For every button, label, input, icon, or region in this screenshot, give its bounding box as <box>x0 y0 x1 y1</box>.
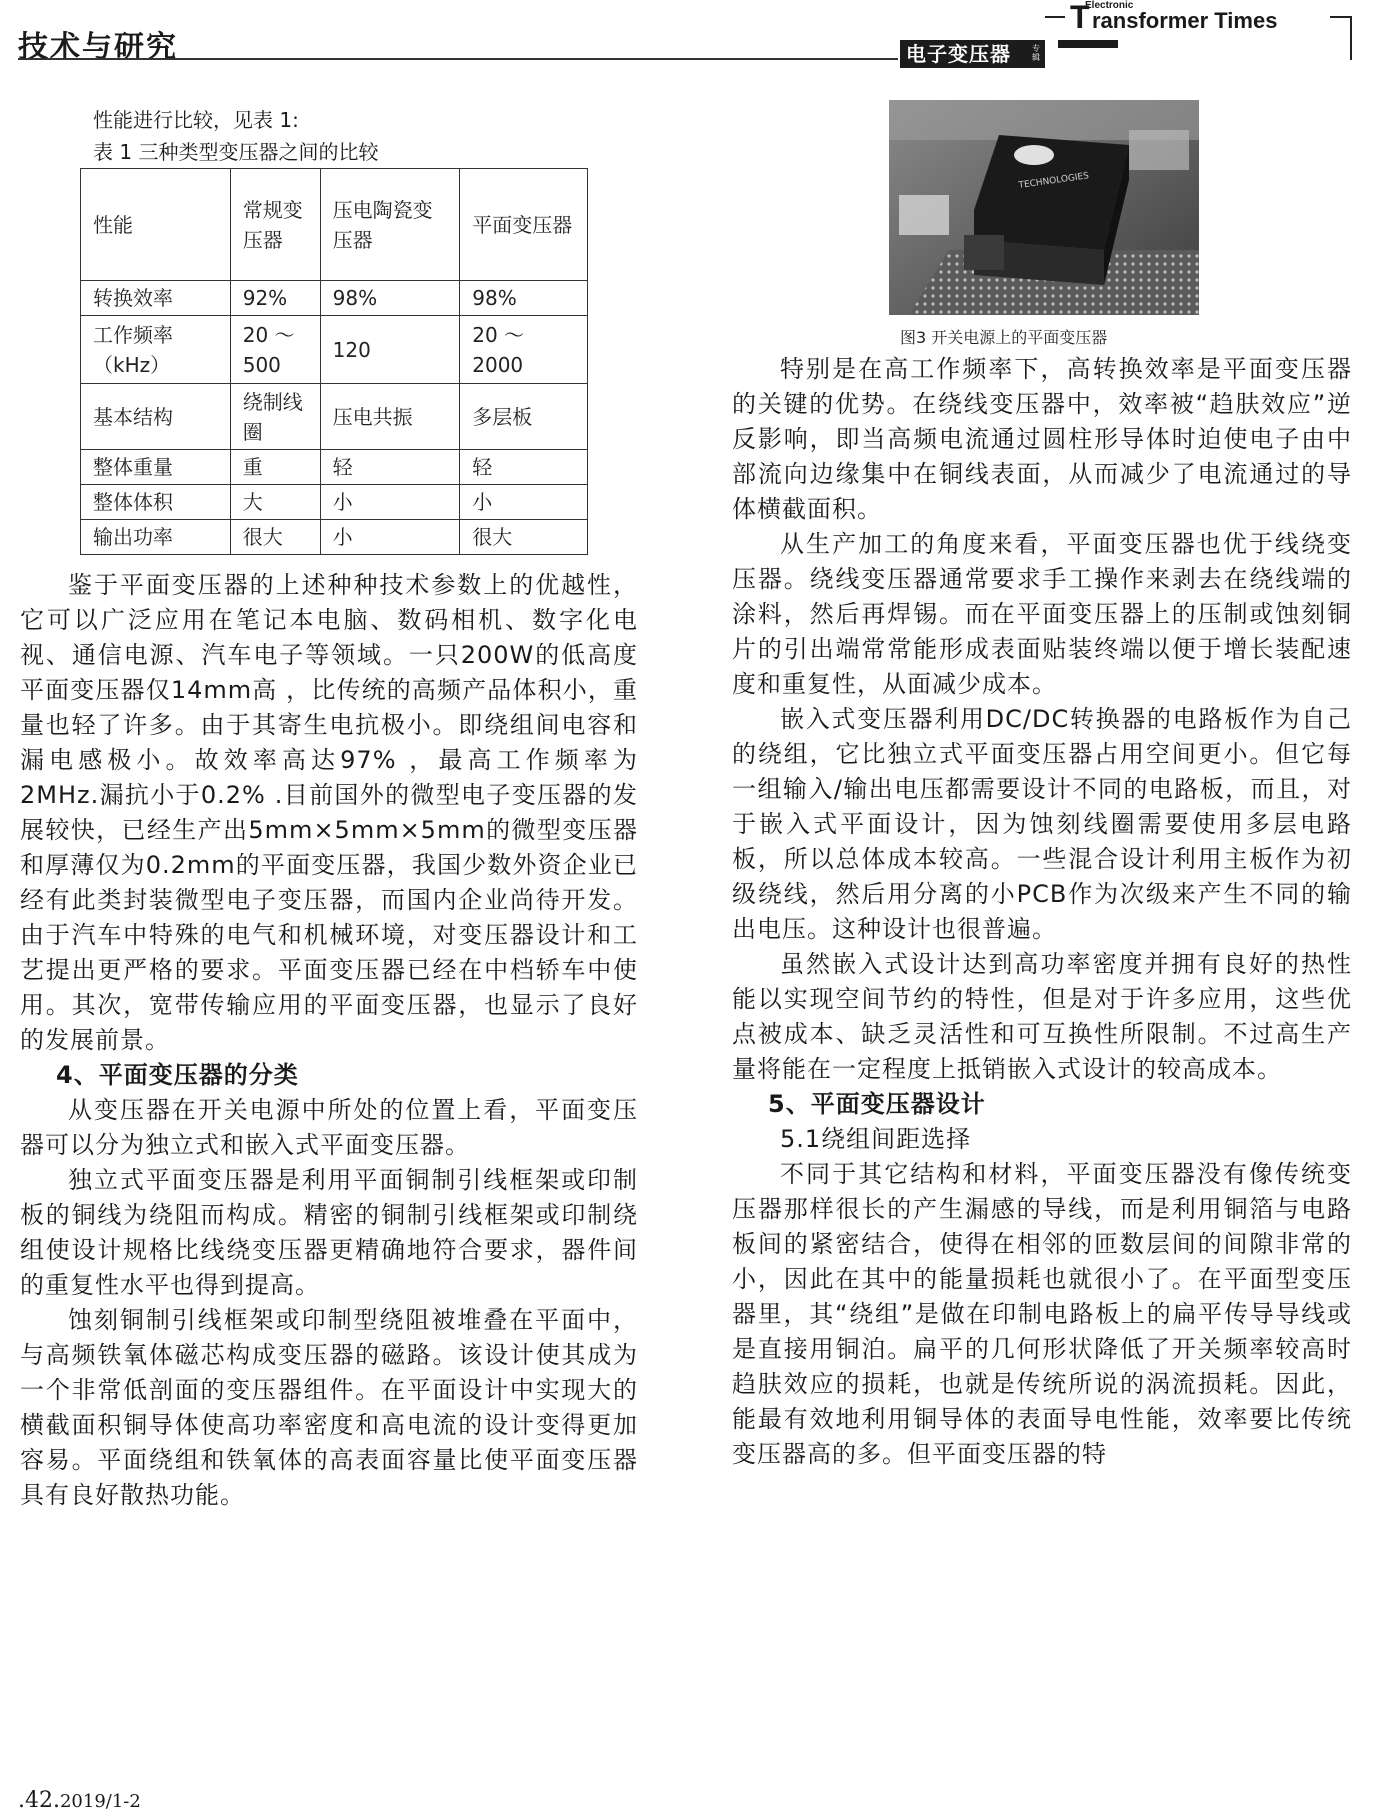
table-cell: 98% <box>460 281 588 316</box>
paragraph: 独立式平面变压器是利用平面铜制引线框架或印制板的铜线为绕阻而构成。精密的铜制引线框架或印制绕组使设计规格比线绕变压器更精确地符合要求，器件间的重复性水平也得到提高。 <box>20 1166 638 1299</box>
table-cell: 轻 <box>320 450 460 485</box>
paragraph: 从生产加工的角度来看，平面变压器也优于线绕变压器。绕线变压器通常要求手工操作来剥去在绕线端的涂料，然后再焊锡。而在平面变压器上的压制或蚀刻铜片的引出端常常能形成表面贴装终端以便于增长装配速度和重复性，从面减少成本。 <box>732 530 1352 698</box>
page-footer <box>18 1788 141 1813</box>
figure-caption: 图3 开关电源上的平面变压器 <box>900 328 1108 347</box>
table-row <box>81 384 588 450</box>
table-cell: 大 <box>230 485 320 520</box>
paragraph: 从变压器在开关电源中所处的位置上看，平面变压器可以分为独立式和嵌入式平面变压器。 <box>20 1096 638 1159</box>
table-cell: 多层板 <box>460 384 588 450</box>
table-row <box>81 316 588 384</box>
subsection-heading: 5.1绕组间距选择 <box>780 1125 972 1153</box>
table-cell: 重 <box>230 450 320 485</box>
table-cell: 92% <box>230 281 320 316</box>
table-cell: 基本结构 <box>81 384 231 450</box>
section-title: 技术与研究 <box>18 30 178 65</box>
comparison-table <box>80 168 588 555</box>
table-cell: 转换效率 <box>81 281 231 316</box>
table-header-row <box>81 169 588 281</box>
brand-frame-line <box>1330 16 1352 18</box>
table-cell: 绕制线圈 <box>230 384 320 450</box>
table-cell: 98% <box>320 281 460 316</box>
table-cell: 小 <box>320 520 460 555</box>
header-rule <box>18 58 898 60</box>
table-row <box>81 450 588 485</box>
table-row <box>81 485 588 520</box>
table-cell: 小 <box>460 485 588 520</box>
table-header-cell: 性能 <box>81 169 231 281</box>
paragraph: 不同于其它结构和材料，平面变压器没有像传统变压器那样很长的产生漏感的导线，而是利用铜箔与电路板间的紧密结合，使得在相邻的匝数层间的间隙非常的小，因此在其中的能量损耗也就很小了。在平面型变压器里，其“绕组”是做在印制电路板上的扁平传导导线或是直接用铜泊。扁平的几何形状降低了开关频率较高时趋肤效应的损耗，也就是传统所说的涡流损耗。因此，能最有效地利用铜导体的表面导电性能，效率要比传统变压器高的多。但平面变压器的特 <box>732 1160 1352 1468</box>
brand-initial: T <box>1070 0 1090 35</box>
table-header-cell: 平面变压器 <box>460 169 588 281</box>
table-cell: 工作频率（kHz） <box>81 316 231 384</box>
brand-tab-shape <box>1058 40 1118 48</box>
table-cell: 压电共振 <box>320 384 460 450</box>
table-cell: 20 ～ 2000 <box>460 316 588 384</box>
issue-date: 2019/1-2 <box>59 1791 141 1812</box>
table-cell: 20 ～ 500 <box>230 316 320 384</box>
chip-label: TECHNOLOGIES <box>1018 171 1090 191</box>
brand-small-text: Electronic <box>1085 0 1134 11</box>
table-cell: 轻 <box>460 450 588 485</box>
paragraph: 鉴于平面变压器的上述种种技术参数上的优越性，它可以广泛应用在笔记本电脑、数码相机、数字化电视、通信电源、汽车电子等领域。一只200W的低高度平面变压器仅14mm高 ，比传统的高频产品体积小，重量也轻了许多。由于其寄生电抗极小。即绕组间电容和漏电感极小。故效率高达97% ，最高工作频率为2MHz.漏抗小于0.2% .目前国外的微型电子变压器的发展较快，已经生产出5mm×5mm×5mm的微型变压器和厚薄仅为0.2mm的平面变压器，我国少数外资企业已经有此类封装微型电子变压器，而国内企业尚待开发。由于汽车中特殊的电气和机械环境，对变压器设计和工艺提出更严格的要求。平面变压器已经在中档轿车中使用。其次，宽带传输应用的平面变压器，也显示了良好的发展前景。 <box>20 571 638 1054</box>
paragraph: 特别是在高工作频率下，高转换效率是平面变压器的关键的优势。在绕线变压器中，效率被“趋肤效应”逆反影响，即当高频电流通过圆柱形导体时迫使电子由中部流向边缘集中在铜线表面，从而减少了电流通过的导体横截面积。 <box>732 355 1352 523</box>
table-cell: 整体重量 <box>81 450 231 485</box>
table-header-cell: 常规变压器 <box>230 169 320 281</box>
table-header-cell: 压电陶瓷变压器 <box>320 169 460 281</box>
brand-cn-label: 电子变压器 <box>900 40 1045 68</box>
section-heading: 5、平面变压器设计 <box>768 1090 986 1118</box>
brand-frame-line <box>1350 16 1352 60</box>
table-cell: 很大 <box>460 520 588 555</box>
planar-transformer-photo <box>889 100 1199 315</box>
section-heading: 4、平面变压器的分类 <box>56 1061 299 1089</box>
brand-frame-line <box>1045 16 1065 18</box>
paragraph: 虽然嵌入式设计达到高功率密度并拥有良好的热性能以实现空间节约的特性，但是对于许多应用，这些优点被成本、缺乏灵活性和可互换性所限制。不过高生产量将能在一定程度上抵销嵌入式设计的较高成本。 <box>732 950 1352 1083</box>
table-caption: 表 1 三种类型变压器之间的比较 <box>93 140 379 164</box>
intro-line: 性能进行比较，见表 1: <box>93 108 299 132</box>
paragraph: 嵌入式变压器利用DC/DC转换器的电路板作为自己的绕组，它比独立式平面变压器占用空间更小。但它每一组输入/输出电压都需要设计不同的电路板，而且，对于嵌入式平面设计，因为蚀刻线圈需要使用多层电路板，所以总体成本较高。一些混合设计利用主板作为初级绕线，然后用分离的小PCB作为次级来产生不同的输出电压。这种设计也很普遍。 <box>732 705 1352 943</box>
table-cell: 120 <box>320 316 460 384</box>
table-cell: 小 <box>320 485 460 520</box>
page-number: .42. <box>18 1788 60 1813</box>
paragraph: 蚀刻铜制引线框架或印制型绕阻被堆叠在平面中，与高频铁氧体磁芯构成变压器的磁路。该设计使其成为一个非常低剖面的变压器组件。在平面设计中实现大的横截面积铜导体使高功率密度和高电流的设计变得更加容易。平面绕组和铁氧体的高表面容量比使平面变压器具有良好散热功能。 <box>20 1306 638 1509</box>
table-cell: 很大 <box>230 520 320 555</box>
brand-cn-mark: 专辑 <box>1032 44 1040 62</box>
table-cell: 输出功率 <box>81 520 231 555</box>
right-column <box>732 352 1352 1472</box>
left-column <box>20 568 638 1513</box>
brand-title: ransformer Times <box>1092 8 1278 33</box>
table-cell: 整体体积 <box>81 485 231 520</box>
table-row <box>81 281 588 316</box>
table-row <box>81 520 588 555</box>
figure-photo <box>889 100 1199 315</box>
